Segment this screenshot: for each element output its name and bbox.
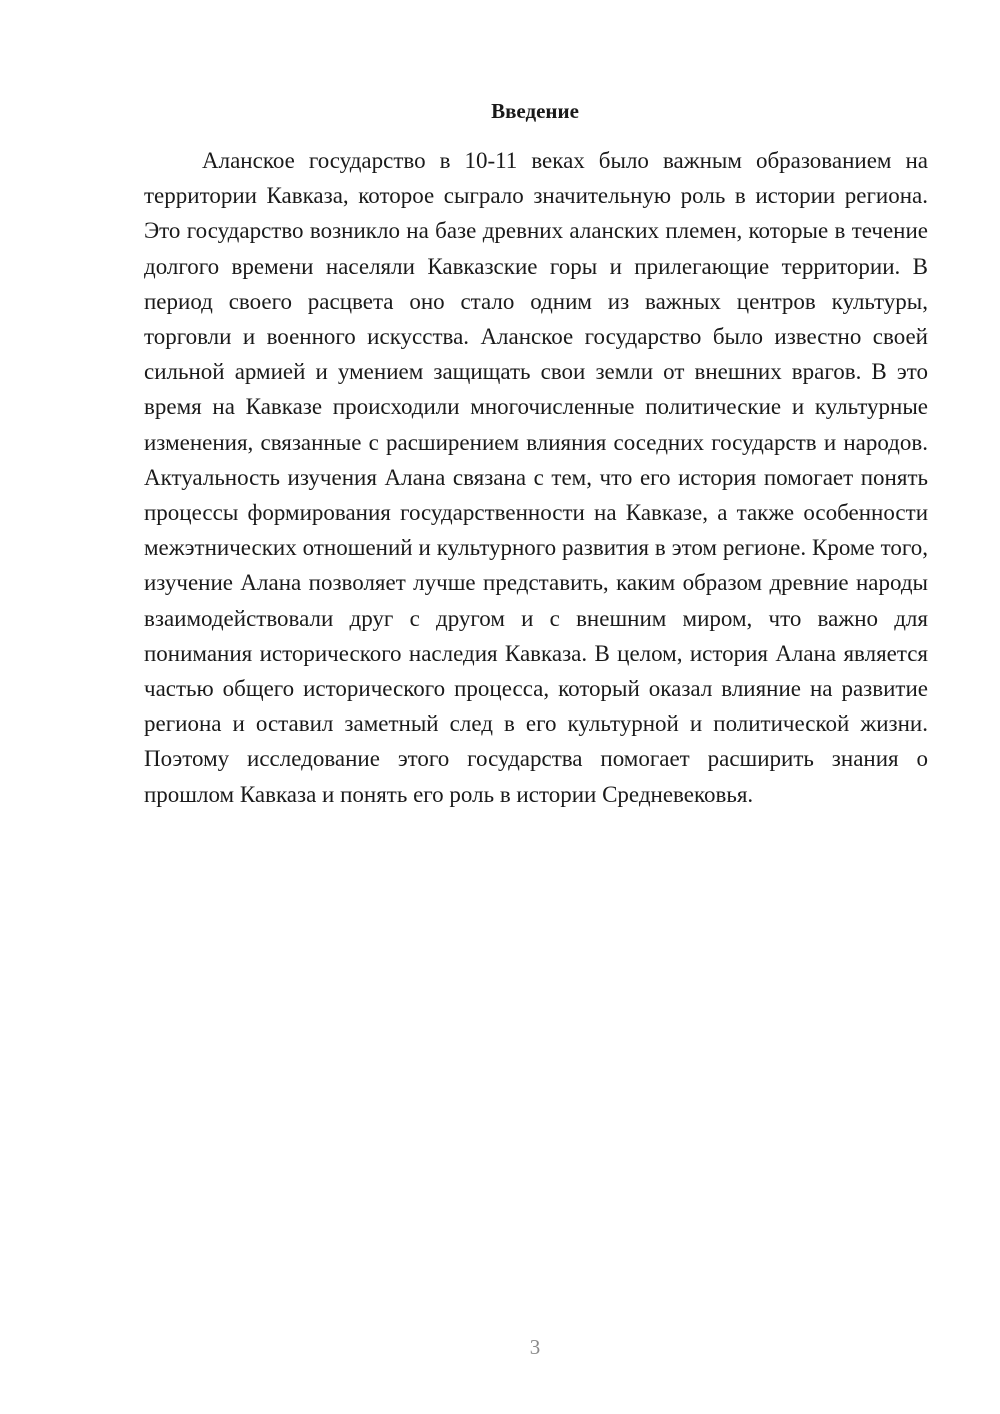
- section-heading: Введение: [491, 99, 579, 123]
- body-paragraph: Аланское государство в 10-11 веках было важным образованием на территории Кавказа, которое сыграло значительную роль в истории региона. Это государство возникло на базе древних аланских племен, которые в течение долгого времени населяли Кавказские горы и прилегающие территории. В период своего расцвета оно стало одним из важных центров культуры, торговли и военного искусства. Аланское государство было известно своей сильной армией и умением защищать свои земли от внешних врагов. В это время на Кавказе происходили многочисленные политические и культурные изменения, связанные с расширением влияния соседних государств и народов. Актуальность изучения Алана связана с тем, что его история помогает понять процессы формирования государственности на Кавказе, а также особенности межэтнических отношений и культурного развития в этом регионе. Кроме того, изучение Алана позволяет лучше представить, каким образом древние народы взаимодействовали друг с другом и с внешним миром, что важно для понимания исторического наследия Кавказа. В целом, история Алана является частью общего исторического процесса, который оказал влияние на развитие региона и оставил заметный след в его культурной и политической жизни. Поэтому исследование этого государства помогает расширить знания о прошлом Кавказа и понять его роль в истории Средневековья.: [144, 148, 928, 807]
- page-number: 3: [529, 1335, 541, 1359]
